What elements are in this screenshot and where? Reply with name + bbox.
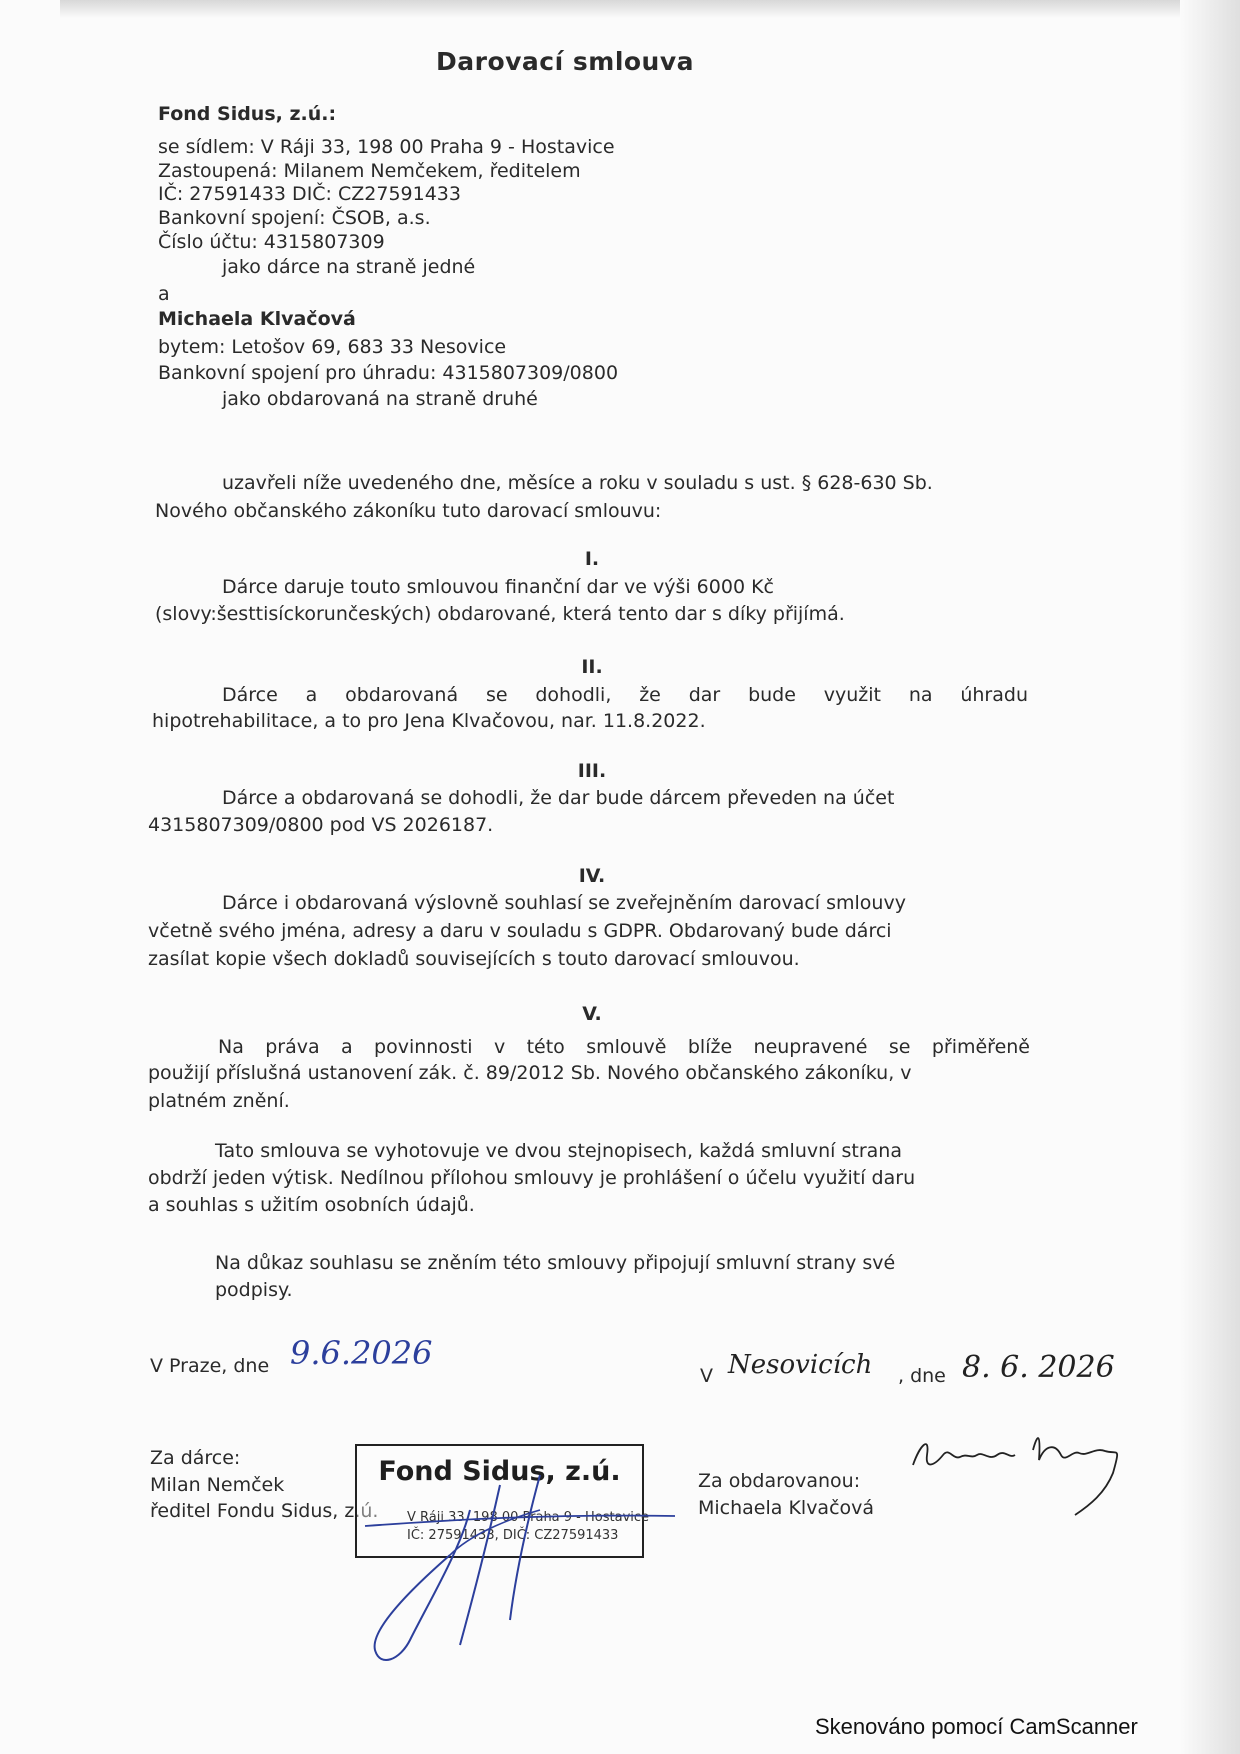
donor-represented: Zastoupená: Milanem Nemčekem, ředitelem [158, 160, 581, 182]
donor-name: Fond Sidus, z.ú.: [158, 103, 337, 125]
article-3-line-1: Dárce a obdarovaná se dohodli, že dar bude dárcem převeden na účet [222, 787, 895, 809]
stamp-name: Fond Sidus, z.ú. [378, 1456, 621, 1487]
closing-1-line-1: Tato smlouva se vyhotovuje ve dvou stejnopisech, každá smluvní strana [215, 1140, 902, 1162]
article-4-line-2: včetně svého jména, adresy a daru v souladu s GDPR. Obdarovaný bude dárci [148, 920, 892, 942]
donor-signature [340, 1440, 680, 1680]
signature-left-name: Milan Nemček [150, 1474, 285, 1496]
closing-1-line-2: obdrží jeden výtisk. Nedílnou přílohou smlouvy je prohlášení o účelu využití daru [148, 1167, 916, 1189]
signature-left-title: ředitel Fondu Sidus, z.ú. [150, 1500, 379, 1522]
place-date-right-label: , dne [898, 1365, 946, 1387]
recipient-role: jako obdarovaná na straně druhé [222, 388, 538, 410]
closing-2-line-1: Na důkaz souhlasu se zněním této smlouvy připojují smluvní strany své [215, 1252, 896, 1274]
article-5-number: V. [582, 1003, 602, 1025]
article-5-line-1: Na práva a povinnosti v této smlouvě blíže neupravené se přiměřeně [218, 1036, 1030, 1058]
recipient-address: bytem: Letošov 69, 683 33 Nesovice [158, 336, 507, 358]
place-date-right-prefix: V [700, 1365, 713, 1387]
article-4-number: IV. [578, 865, 606, 887]
closing-1-line-3: a souhlas s užitím osobních údajů. [148, 1194, 475, 1216]
article-2-number: II. [581, 656, 603, 678]
article-1-number: I. [584, 548, 600, 570]
scan-shadow-right [1180, 0, 1240, 1754]
article-1-line-2: (slovy:šesttisíckorunčeských) obdarované, která tento dar s díky přijímá. [155, 603, 845, 625]
camscanner-footer: Skenováno pomocí CamScanner [815, 1714, 1138, 1739]
signature-left-role: Za dárce: [150, 1447, 241, 1469]
date-left-handwritten: 9.6.2026 [290, 1334, 433, 1372]
article-1-line-1: Dárce daruje touto smlouvou finanční dar ve výši 6000 Kč [222, 576, 774, 598]
recipient-signature [905, 1425, 1130, 1525]
stamp-address: V Ráji 33, 198 00 Praha 9 - Hostavice [407, 1510, 650, 1525]
closing-2-line-2: podpisy. [215, 1279, 293, 1301]
scan-shadow-top [60, 0, 1180, 18]
place-right-handwritten: Nesovicích [728, 1350, 873, 1380]
recipient-name: Michaela Klvačová [158, 308, 356, 330]
article-4-line-1: Dárce i obdarovaná výslovně souhlasí se zveřejněním darovací smlouvy [222, 892, 906, 914]
intro-line-1: uzavřeli níže uvedeného dne, měsíce a roku v souladu s ust. § 628-630 Sb. [222, 472, 933, 494]
stamp-ids: IČ: 27591433, DIČ: CZ27591433 [407, 1528, 619, 1543]
intro-line-2: Nového občanského zákoníku tuto darovací smlouvu: [155, 500, 662, 522]
conjunction: a [158, 283, 170, 305]
article-2-line-1: Dárce a obdarovaná se dohodli, že dar bude využit na úhradu [222, 684, 1028, 706]
recipient-bank: Bankovní spojení pro úhradu: 4315807309/0800 [158, 362, 619, 384]
document-title: Darovací smlouva [436, 47, 695, 76]
article-3-number: III. [577, 760, 607, 782]
article-5-line-3: platném znění. [148, 1090, 290, 1112]
article-2-line-2: hipotrehabilitace, a to pro Jena Klvačovou, nar. 11.8.2022. [152, 710, 706, 732]
donor-seat: se sídlem: V Ráji 33, 198 00 Praha 9 - Hostavice [158, 136, 615, 158]
article-4-line-3: zasílat kopie všech dokladů souvisejících s touto darovací smlouvou. [148, 948, 800, 970]
article-5-line-2: použijí příslušná ustanovení zák. č. 89/2012 Sb. Nového občanského zákoníku, v [148, 1062, 912, 1084]
place-date-left-label: V Praze, dne [150, 1355, 270, 1377]
date-right-handwritten: 8. 6. 2026 [962, 1350, 1115, 1385]
donor-bank: Bankovní spojení: ČSOB, a.s. [158, 207, 431, 229]
donor-account: Číslo účtu: 4315807309 [158, 231, 385, 253]
donor-ids: IČ: 27591433 DIČ: CZ27591433 [158, 183, 461, 205]
signature-right-name: Michaela Klvačová [698, 1497, 875, 1519]
signature-right-role: Za obdarovanou: [698, 1470, 861, 1492]
donor-role: jako dárce na straně jedné [222, 256, 476, 278]
article-3-line-2: 4315807309/0800 pod VS 2026187. [148, 814, 494, 836]
